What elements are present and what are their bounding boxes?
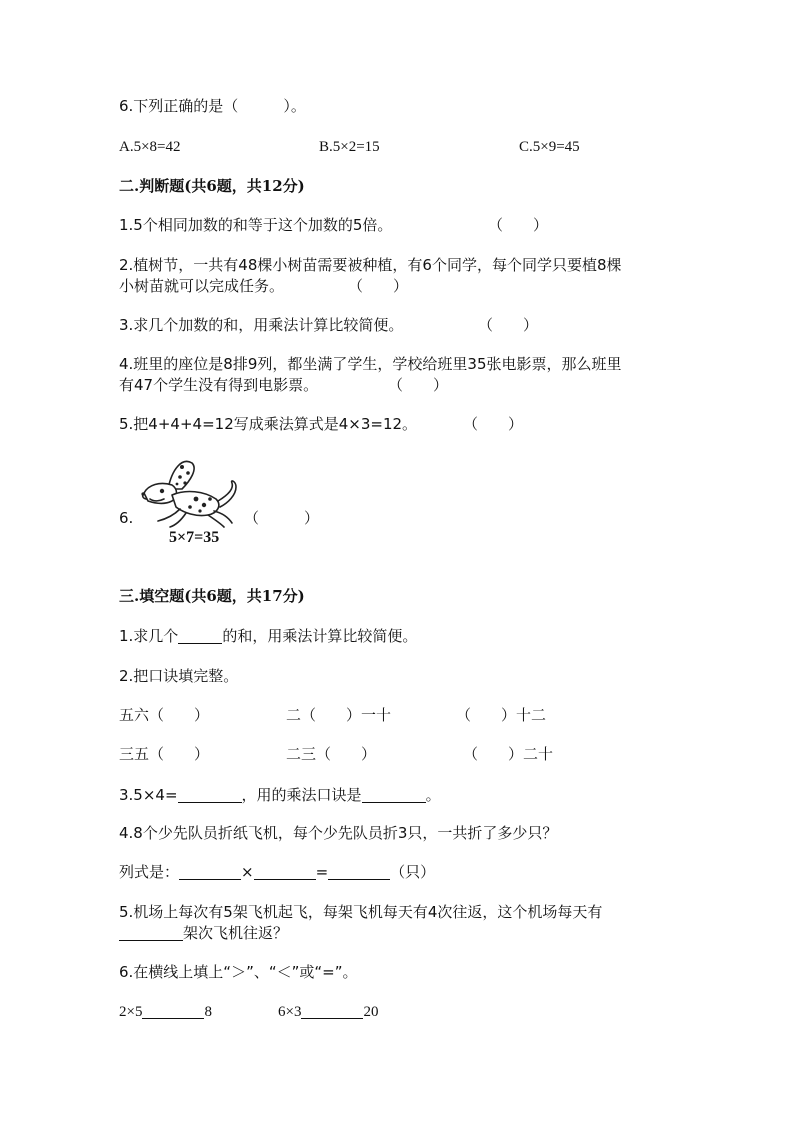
fill-question-6: 6.在横线上填上“＞”、“＜”或“=”。 (119, 963, 358, 981)
fill-question-1 (119, 626, 417, 646)
dog-formula: 5×7=35 (169, 529, 220, 546)
judge-question-4-answer: （ ） (388, 376, 449, 394)
fill-blank[interactable] (362, 786, 426, 803)
rhyme-row2-item2: 二三（ ） (286, 745, 377, 763)
judge-question-2-line1: 2.植树节，一共有48棵小树苗需要被种植，有6个同学，每个同学只要植8棵 (119, 256, 622, 274)
rhyme-row2-item3: （ ）二十 (463, 745, 554, 763)
mc-option-b: B.5×2=15 (319, 139, 380, 155)
judge-question-3-answer: （ ） (478, 316, 539, 334)
compare-right-value: 20 (363, 1004, 379, 1020)
fill-blank[interactable] (178, 786, 242, 803)
rhyme-row2-item1: 三五（ ） (119, 745, 210, 763)
rhyme-row1-item1: 五六（ ） (119, 706, 210, 724)
fill-blank[interactable] (328, 863, 390, 880)
fill-blank[interactable] (254, 863, 316, 880)
judge-question-6-answer: （ ） (244, 509, 320, 527)
running-dog-illustration (138, 455, 242, 529)
fill-question-4: 4.8个少先队员折纸飞机，每个少先队员折3只，一共折了多少只？ (119, 824, 558, 842)
equals-sign: = (315, 863, 329, 881)
compare-left-expr: 2×5 (119, 1004, 143, 1020)
formula-label: 列式是： (119, 863, 180, 881)
section-3-title: 三.填空题(共6题，共17分) (119, 587, 305, 605)
compare-left (119, 1002, 212, 1022)
unit-label: （只） (390, 863, 436, 881)
fill-question-5-text: 架次飞机往返？ (183, 924, 289, 942)
judge-question-2-answer: （ ） (348, 277, 409, 295)
fill-blank[interactable] (119, 924, 183, 941)
times-sign: × (241, 863, 254, 881)
compare-left-value: 8 (204, 1004, 212, 1020)
fill-question-2: 2.把口诀填完整。 (119, 667, 239, 685)
judge-question-1-answer: （ ） (488, 216, 549, 234)
compare-right (278, 1002, 378, 1022)
fill-blank[interactable] (301, 1002, 363, 1019)
mc-option-a: A.5×8=42 (119, 139, 181, 155)
fill-question-3-text-b: ，用的乘法口诀是 (241, 786, 362, 804)
rhyme-row1-item3: （ ）十二 (456, 706, 547, 724)
fill-question-3-text-c: 。 (425, 786, 441, 804)
section-2-title: 二.判断题(共6题，共12分) (119, 177, 305, 195)
mc-question-6-stem: 6.下列正确的是（ ）。 (119, 97, 306, 115)
fill-question-3-text-a: 3.5×4= (119, 786, 178, 804)
judge-question-4-line2: 有47个学生没有得到电影票。 (119, 376, 319, 394)
fill-question-1-text-b: 的和，用乘法计算比较简便。 (222, 627, 418, 645)
judge-question-3: 3.求几个加数的和，用乘法计算比较简便。 (119, 316, 404, 334)
mc-option-c: C.5×9=45 (519, 139, 580, 155)
compare-right-expr: 6×3 (278, 1004, 302, 1020)
judge-question-5: 5.把4+4+4=12写成乘法算式是4×3=12。 (119, 415, 418, 433)
fill-blank[interactable] (179, 863, 241, 880)
judge-question-4-line1: 4.班里的座位是8排9列，都坐满了学生，学校给班里35张电影票，那么班里 (119, 355, 622, 373)
rhyme-row1-item2: 二（ ）一十 (286, 706, 392, 724)
judge-question-2-line2: 小树苗就可以完成任务。 (119, 277, 285, 295)
fill-question-5-line1: 5.机场上每次有5架飞机起飞，每架飞机每天有4次往返，这个机场每天有 (119, 903, 603, 921)
fill-blank[interactable] (142, 1002, 204, 1019)
judge-question-1: 1.5个相同加数的和等于这个加数的5倍。 (119, 216, 393, 234)
fill-question-3 (119, 785, 441, 805)
fill-question-5-line2 (119, 923, 288, 943)
judge-question-6-label: 6. (119, 509, 134, 527)
fill-question-4-formula (119, 862, 435, 882)
fill-blank[interactable] (178, 627, 222, 644)
fill-question-1-text-a: 1.求几个 (119, 627, 179, 645)
judge-question-5-answer: （ ） (463, 415, 524, 433)
